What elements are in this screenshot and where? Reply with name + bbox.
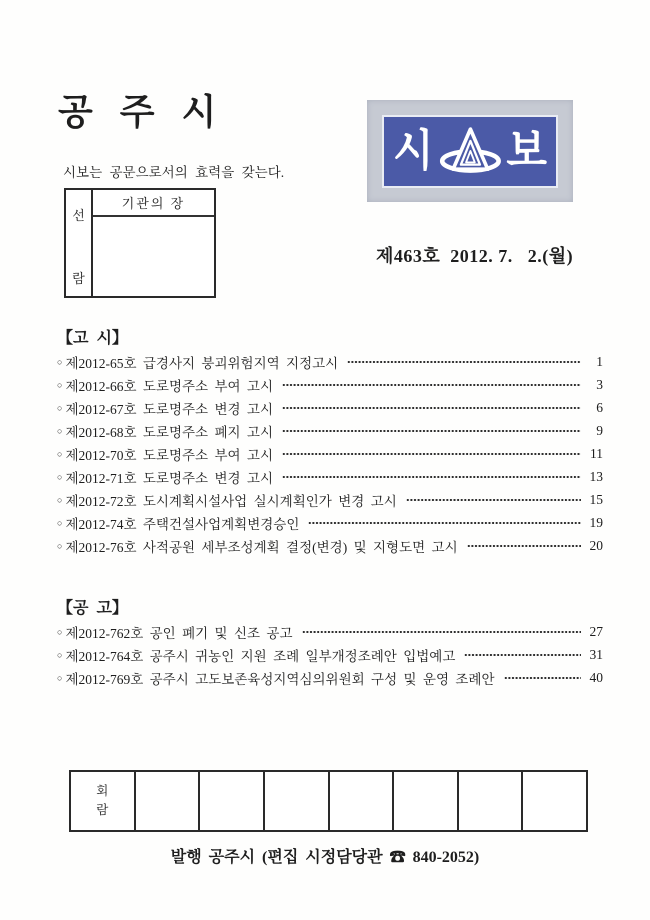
dot-leader (504, 666, 582, 689)
item-bullet: ○ (57, 626, 63, 637)
toc-item (57, 488, 603, 511)
city-emblem-icon (434, 123, 507, 179)
stamp-main-column (93, 190, 214, 296)
item-bullet: ○ (57, 540, 63, 551)
item-page-number: 3 (596, 376, 603, 392)
item-page-number: 13 (589, 468, 603, 484)
item-label: 제2012-70호 도로명주소 부여 고시 (65, 447, 274, 463)
section-title: 【공 고】 (57, 600, 128, 617)
circulation-empty-cell (200, 772, 265, 830)
stamp-empty-area (93, 217, 214, 296)
item-page-number: 9 (596, 422, 603, 438)
circulation-label-line2: 람 (96, 803, 109, 817)
dot-leader (406, 488, 581, 511)
toc-list (57, 620, 603, 689)
item-label: 제2012-66호 도로명주소 부여 고시 (65, 378, 274, 394)
masthead-left-char: 시 (393, 125, 434, 176)
toc-item (57, 350, 603, 373)
dot-leader (347, 350, 581, 373)
dot-leader (282, 373, 581, 396)
item-page-number: 6 (596, 399, 603, 415)
circulation-empty-cell (136, 772, 201, 830)
section-title: 【고 시】 (57, 330, 128, 347)
masthead-plate (382, 115, 558, 188)
circulation-empty-cell (330, 772, 395, 830)
item-page-number: 40 (589, 669, 603, 685)
item-page-number: 27 (589, 623, 603, 639)
circulation-label-cell (71, 772, 136, 830)
item-page-number: 15 (589, 491, 603, 507)
item-page-number: 19 (589, 514, 603, 530)
item-bullet: ○ (57, 649, 63, 660)
circulation-label-line1: 회 (96, 783, 109, 798)
circulation-empty-cell (523, 772, 586, 830)
toc-item (57, 396, 603, 419)
item-page-number: 1 (596, 353, 603, 369)
gazette-effect-note: 시보는 공문으로서의 효력을 갖는다. (63, 165, 285, 180)
circulation-table (69, 770, 588, 832)
circulation-empty-cell (394, 772, 459, 830)
toc-item (57, 643, 603, 666)
toc-item (57, 534, 603, 557)
city-title: 공 주 시 (58, 92, 226, 132)
dot-leader (302, 620, 581, 643)
issue-number-date: 제463호 2012. 7. 2.(월) (376, 246, 574, 266)
toc-item (57, 419, 603, 442)
item-label: 제2012-769호 공주시 고도보존육성지역심의위원회 구성 및 운영 조례안 (65, 671, 495, 687)
item-label: 제2012-72호 도시계획시설사업 실시계획인가 변경 고시 (65, 493, 397, 509)
toc-item (57, 465, 603, 488)
item-label: 제2012-68호 도로명주소 폐지 고시 (65, 424, 274, 440)
item-label: 제2012-71호 도로명주소 변경 고시 (65, 470, 274, 486)
item-bullet: ○ (57, 402, 63, 413)
item-bullet: ○ (57, 356, 63, 367)
dot-leader (282, 419, 581, 442)
item-page-number: 11 (590, 445, 603, 461)
item-label: 제2012-67호 도로명주소 변경 고시 (65, 401, 274, 417)
item-label: 제2012-76호 사적공원 세부조성계획 결정(변경) 및 지형도면 고시 (65, 539, 458, 555)
item-bullet: ○ (57, 494, 63, 505)
item-bullet: ○ (57, 379, 63, 390)
item-bullet: ○ (57, 425, 63, 436)
item-bullet: ○ (57, 448, 63, 459)
stamp-header-label: 기관의 장 (93, 190, 214, 217)
item-label: 제2012-764호 공주시 귀농인 지원 조례 일부개정조례안 입법예고 (65, 648, 456, 664)
dot-leader (282, 396, 581, 419)
item-bullet: ○ (57, 471, 63, 482)
stamp-side-bottom-label: 람 (72, 271, 85, 286)
toc-item (57, 373, 603, 396)
circulation-empty-cell (265, 772, 330, 830)
item-page-number: 31 (589, 646, 603, 662)
circulation-empty-cell (459, 772, 524, 830)
toc-item (57, 620, 603, 643)
dot-leader (282, 442, 581, 465)
toc-list (57, 350, 603, 557)
masthead-frame (367, 100, 573, 202)
item-bullet: ○ (57, 517, 63, 528)
toc-item (57, 666, 603, 689)
dot-leader (282, 465, 581, 488)
stamp-side-top-label: 선 (72, 208, 85, 223)
item-label: 제2012-65호 급경사지 붕괴위험지역 지정고시 (65, 355, 339, 371)
publisher-footer: 발행 공주시 (편집 시정담당관 ☎ 840-2052) (170, 849, 480, 866)
dot-leader (464, 643, 581, 666)
section-gosi (57, 325, 603, 557)
item-bullet: ○ (57, 672, 63, 683)
item-label: 제2012-74호 주택건설사업계획변경승인 (65, 516, 300, 532)
dot-leader (467, 534, 581, 557)
masthead-right-char: 보 (506, 125, 547, 176)
item-label: 제2012-762호 공인 폐기 및 신조 공고 (65, 625, 293, 641)
approval-stamp-table (64, 188, 216, 298)
dot-leader (308, 511, 581, 534)
stamp-side-column (66, 190, 93, 296)
toc-item (57, 511, 603, 534)
toc-item (57, 442, 603, 465)
section-gonggo (57, 595, 603, 689)
item-page-number: 20 (589, 537, 603, 553)
